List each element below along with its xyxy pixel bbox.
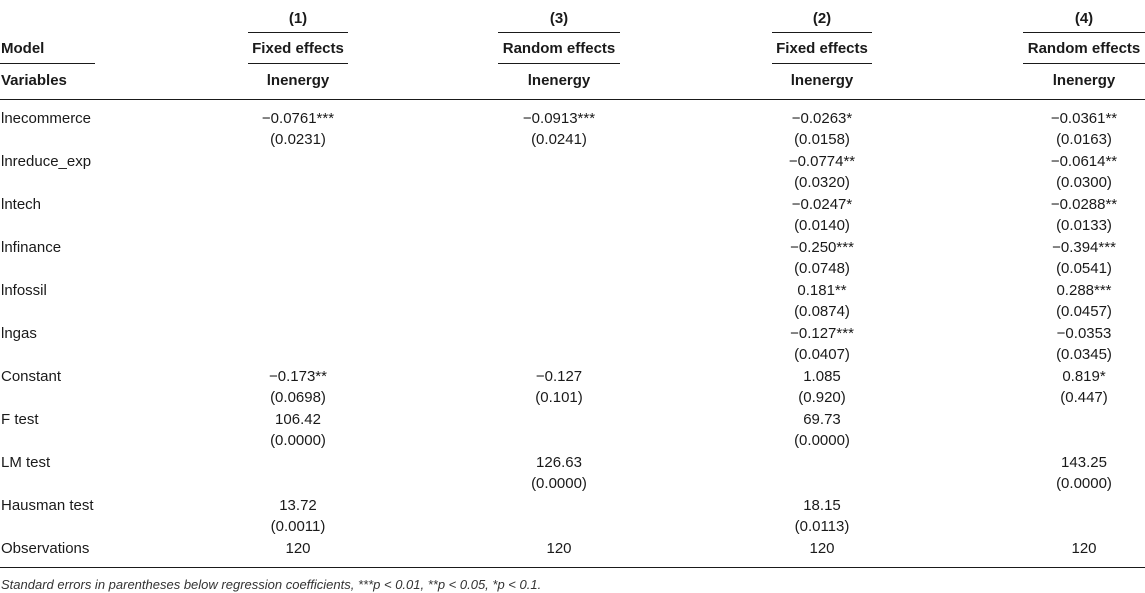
row-label: Observations (1, 540, 90, 557)
coef-cell: −0.0913*** (522, 110, 596, 127)
se-cell: (0.447) (1060, 389, 1108, 406)
se-cell: (0.0011) (270, 518, 326, 535)
coef-cell: 13.72 (279, 497, 317, 514)
se-cell: (0.0158) (794, 131, 850, 148)
coef-cell: −0.127*** (790, 325, 854, 342)
col4-dependent: lnenergy (1052, 72, 1116, 89)
coef-cell: −0.0361** (1050, 110, 1118, 127)
se-cell: (0.0748) (794, 260, 850, 277)
coef-cell: 126.63 (536, 454, 582, 471)
se-cell: (0.0345) (1056, 346, 1112, 363)
coef-cell: 120 (809, 540, 835, 557)
coef-cell: −0.394*** (1052, 239, 1116, 256)
col1-method-rule (248, 63, 348, 64)
se-cell: (0.0457) (1056, 303, 1112, 320)
row-label: LM test (1, 454, 51, 471)
coef-cell: −0.127 (535, 368, 583, 385)
col1-method: Fixed effects (252, 40, 344, 57)
col3-method-rule (498, 63, 620, 64)
coef-cell: 1.085 (803, 368, 841, 385)
row-label: lngas (1, 325, 37, 342)
row-label: lntech (1, 196, 42, 213)
coef-cell: −0.173** (269, 368, 327, 385)
coef-cell: −0.250*** (790, 239, 854, 256)
coef-cell: 106.42 (275, 411, 321, 428)
row-label: lnfossil (1, 282, 47, 299)
coef-cell: 18.15 (803, 497, 841, 514)
model-label: Model (1, 40, 45, 57)
se-cell: (0.0231) (270, 131, 326, 148)
coef-cell: 0.288*** (1056, 282, 1112, 299)
coef-cell: 120 (546, 540, 572, 557)
se-cell: (0.0163) (1056, 131, 1112, 148)
row-label: Constant (1, 368, 62, 385)
se-cell: (0.0000) (794, 432, 850, 449)
col4-number-rule (1023, 32, 1145, 33)
row-label: lnreduce_exp (1, 153, 92, 170)
se-cell: (0.0000) (270, 432, 326, 449)
row-label: Hausman test (1, 497, 94, 514)
se-cell: (0.0133) (1056, 217, 1112, 234)
row-label: F test (1, 411, 39, 428)
coef-cell: 69.73 (803, 411, 841, 428)
coef-cell: 143.25 (1061, 454, 1107, 471)
col3-number: (3) (549, 10, 569, 27)
coef-cell: 0.181** (797, 282, 847, 299)
se-cell: (0.101) (535, 389, 583, 406)
col4-method-rule (1023, 63, 1145, 64)
col1-dependent: lnenergy (266, 72, 330, 89)
se-cell: (0.0300) (1056, 174, 1112, 191)
col1-number-rule (248, 32, 348, 33)
se-cell: (0.0140) (794, 217, 850, 234)
coef-cell: −0.0247* (791, 196, 853, 213)
row-label: lnecommerce (1, 110, 92, 127)
table-bottom-rule (0, 567, 1145, 568)
col2-dependent: lnenergy (790, 72, 854, 89)
coef-cell: 0.819* (1062, 368, 1106, 385)
col4-number: (4) (1074, 10, 1094, 27)
row-label: lnfinance (1, 239, 62, 256)
header-bottom-rule (0, 99, 1145, 100)
se-cell: (0.0000) (1056, 475, 1112, 492)
se-cell: (0.0320) (794, 174, 850, 191)
variables-label: Variables (1, 72, 67, 89)
col3-number-rule (498, 32, 620, 33)
col2-method-rule (772, 63, 872, 64)
col1-number: (1) (288, 10, 308, 27)
coef-cell: −0.0263* (791, 110, 853, 127)
col3-method: Random effects (502, 40, 616, 57)
se-cell: (0.0000) (531, 475, 587, 492)
table-footnote: Standard errors in parentheses below regression coefficients, ***p < 0.01, **p < 0.05, *p < 0.1. (1, 577, 542, 592)
col4-method: Random effects (1027, 40, 1141, 57)
se-cell: (0.920) (798, 389, 846, 406)
coef-cell: 120 (1071, 540, 1097, 557)
model-underline (0, 63, 95, 64)
se-cell: (0.0241) (531, 131, 587, 148)
coef-cell: −0.0353 (1056, 325, 1112, 342)
coef-cell: −0.0774** (788, 153, 856, 170)
se-cell: (0.0541) (1056, 260, 1112, 277)
col3-dependent: lnenergy (527, 72, 591, 89)
col2-number: (2) (812, 10, 832, 27)
coef-cell: −0.0288** (1050, 196, 1118, 213)
se-cell: (0.0698) (270, 389, 326, 406)
col2-method: Fixed effects (776, 40, 868, 57)
coef-cell: 120 (285, 540, 311, 557)
col2-number-rule (772, 32, 872, 33)
coef-cell: −0.0614** (1050, 153, 1118, 170)
coef-cell: −0.0761*** (261, 110, 335, 127)
se-cell: (0.0113) (794, 518, 850, 535)
se-cell: (0.0407) (794, 346, 850, 363)
se-cell: (0.0874) (794, 303, 850, 320)
